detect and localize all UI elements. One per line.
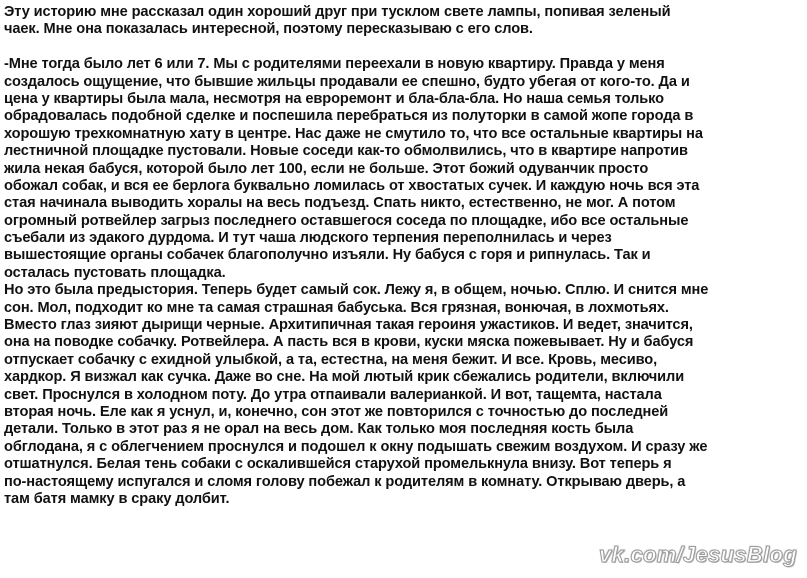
body-line: вышестоящие органы собачек благополучно изъяли. Ну бабуся с горя и рипнулась. Так и bbox=[4, 247, 651, 264]
body-line: отшатнулся. Белая тень собаки с оскалившейся старухой промелькнула внизу. Вот теперь я bbox=[4, 456, 672, 473]
body-line: сон. Мол, подходит ко мне та самая страшная бабуська. Вся грязная, вонючая, в лохмотьях. bbox=[4, 299, 669, 316]
body-line: стая начинала выводить хоралы на весь подъезд. Спать никто, естественно, не мог. А потом bbox=[4, 195, 676, 212]
body-line: -Мне тогда было лет 6 или 7. Мы с родителями переехали в новую квартиру. Правда у меня bbox=[4, 56, 665, 73]
body-line: огромный ротвейлер загрыз последнего оставшегося соседа по площадке, ибо все остальные bbox=[4, 212, 689, 229]
body-line: вторая ночь. Еле как я уснул, и, конечно, сон этот же повторился с точностью до последней bbox=[4, 403, 669, 420]
body-line: создалось ощущение, что бывшие жильцы продавали ее спешно, будто убегая от кого-то. Да и bbox=[4, 73, 690, 90]
body-line: она на поводке собачку. Ротвейлера. А пасть вся в крови, куски мяска пожевывает. Ну и бабуся bbox=[4, 334, 694, 351]
intro-line: Эту историю мне рассказал один хороший друг при тусклом свете лампы, попивая зеленый bbox=[4, 4, 671, 20]
body-line: обожал собак, и вся ее берлога буквально ломилась от хвостатых сучек. И каждую ночь вся эта bbox=[4, 177, 700, 194]
body-line: по-настоящему испугался и сломя голову побежал к родителям в комнату. Открываю дверь, а bbox=[4, 473, 686, 490]
intro-line: чаек. Мне она показалась интересной, поэтому пересказываю с его слов. bbox=[4, 21, 533, 38]
body-line: там батя мамку в сраку долбит. bbox=[4, 490, 230, 507]
body-line: съебали из эдакого дурдома. И тут чаша людского терпения переполнилась и через bbox=[4, 230, 612, 247]
body-line: Но это была предыстория. Теперь будет самый сок. Лежу я, в общем, ночью. Сплю. И снится мне bbox=[4, 282, 709, 299]
story-text bbox=[4, 4, 804, 508]
body-line: цена у квартиры была мала, несмотря на евроремонт и бла-бла-бла. Но наша семья только bbox=[4, 90, 664, 107]
body-line: лестничной площадке пустовали. Новые соседи как-то обмолвились, что в квартире напротив bbox=[4, 143, 688, 160]
body-line: обрадовалась подобной сделке и поспешила перебраться из полуторки в самой жопе города в bbox=[4, 108, 694, 125]
body-line: отпускает собачку с ехидной улыбкой, а та, естестна, на меня бежит. И все. Кровь, месиво, bbox=[4, 351, 658, 368]
story-body bbox=[4, 56, 804, 508]
story-intro bbox=[4, 4, 804, 39]
body-line: хардкор. Я визжал как сучка. Даже во сне. На мой лютый крик сбежались родители, включили bbox=[4, 369, 685, 386]
body-line: Вместо глаз зияют дырищи черные. Архитипичная такая героиня ужастиков. И ведет, значится, bbox=[4, 317, 693, 334]
body-line: хорошую трехкомнатную хату в центре. Нас даже не смутило то, что все остальные квартиры на bbox=[4, 125, 703, 142]
watermark: vk.com/JesusBlog bbox=[599, 542, 797, 567]
body-line: обглодана, я с облегчением проснулся и подошел к окну подышать свежим воздухом. И сразу же bbox=[4, 438, 708, 455]
body-line: детали. Только в этот раз я не орал на весь дом. Как только моя последняя кость была bbox=[4, 421, 634, 438]
body-line: жила некая бабуся, которой было лет 100, если не больше. Этот божий одуванчик просто bbox=[4, 160, 649, 177]
paragraph-gap bbox=[4, 39, 804, 56]
body-line: свет. Проснулся в холодном поту. До утра отпаивали валерианкой. И вот, тащемта, настала bbox=[4, 386, 662, 403]
body-line: осталась пустовать площадка. bbox=[4, 264, 226, 281]
